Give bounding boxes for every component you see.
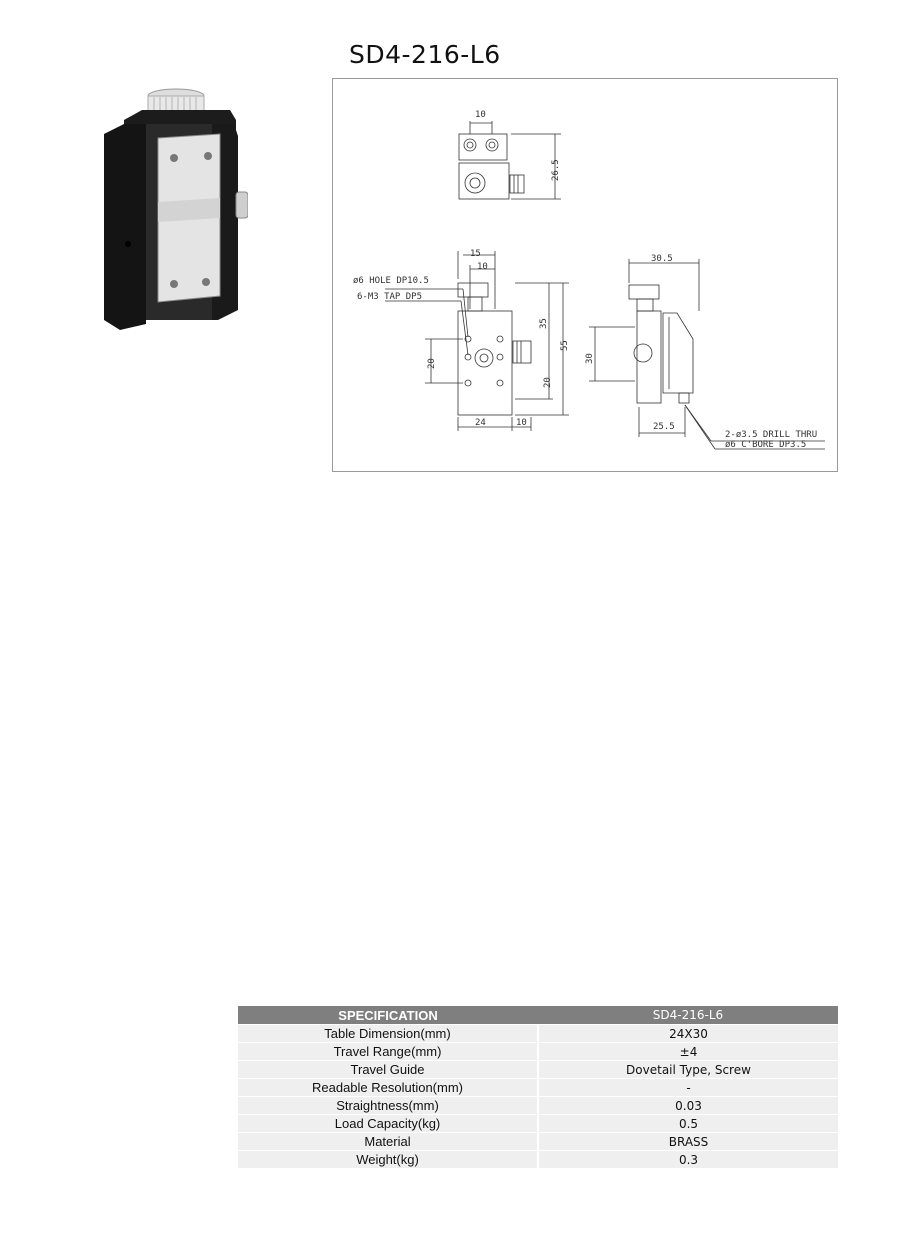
table-row: [238, 1115, 838, 1133]
dim-front-10-top: 10: [477, 262, 488, 272]
dim-side-25-5: 25.5: [653, 422, 675, 432]
spec-label: Load Capacity(kg): [238, 1115, 538, 1133]
table-row: [238, 1061, 838, 1079]
spec-value: 0.3: [538, 1151, 838, 1169]
table-row: [238, 1025, 838, 1043]
spec-value: -: [538, 1079, 838, 1097]
side-view: [589, 259, 825, 449]
product-title: SD4-216-L6: [349, 40, 501, 69]
table-row: [238, 1151, 838, 1169]
spec-table: [238, 1006, 838, 1168]
spec-label: Straightness(mm): [238, 1097, 538, 1115]
top-view: [459, 121, 561, 199]
hole-note: ø6 HOLE DP10.5: [353, 276, 429, 286]
spec-header-label: SPECIFICATION: [238, 1006, 538, 1025]
table-row: [238, 1079, 838, 1097]
dim-side-30-5: 30.5: [651, 254, 673, 264]
technical-drawing: [332, 78, 838, 472]
spec-value: 0.03: [538, 1097, 838, 1115]
spec-label: Travel Range(mm): [238, 1043, 538, 1061]
spec-value: Dovetail Type, Screw: [538, 1061, 838, 1079]
dim-front-55: 55: [560, 340, 570, 351]
dim-front-20-right: 20: [543, 377, 553, 388]
spec-header-model: SD4-216-L6: [538, 1006, 838, 1025]
spec-label: Weight(kg): [238, 1151, 538, 1169]
spec-label: Table Dimension(mm): [238, 1025, 538, 1043]
dim-front-35: 35: [539, 318, 549, 329]
table-row: [238, 1043, 838, 1061]
dim-front-10-bottom: 10: [516, 418, 527, 428]
spec-value: ±4: [538, 1043, 838, 1061]
dim-front-15: 15: [470, 249, 481, 259]
dim-side-30: 30: [585, 353, 595, 364]
spec-label: Travel Guide: [238, 1061, 538, 1079]
table-row: [238, 1133, 838, 1151]
spec-label: Material: [238, 1133, 538, 1151]
bore-note: ø6 C'BORE DP3.5: [725, 440, 807, 450]
dim-front-20-left: 20: [427, 358, 437, 369]
product-photo: [98, 84, 248, 334]
table-row: [238, 1097, 838, 1115]
spec-value: 0.5: [538, 1115, 838, 1133]
spec-label: Readable Resolution(mm): [238, 1079, 538, 1097]
spec-header-row: [238, 1006, 838, 1025]
dim-top-width: 10: [475, 110, 486, 120]
dim-front-24: 24: [475, 418, 486, 428]
drill-note: 2-ø3.5 DRILL THRU: [725, 430, 818, 440]
spec-value: 24X30: [538, 1025, 838, 1043]
spec-value: BRASS: [538, 1133, 838, 1151]
tap-note: 6-M3 TAP DP5: [357, 292, 423, 302]
dim-top-height: 26.5: [551, 159, 561, 181]
